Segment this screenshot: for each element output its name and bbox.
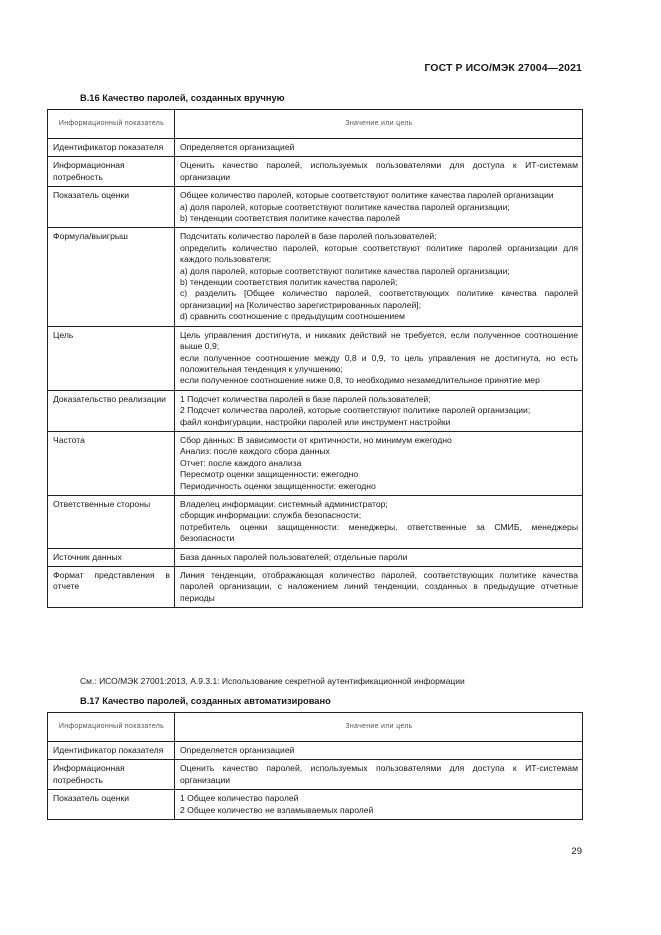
value-line: d) сравнить соотношение с предыдущим соотношением bbox=[180, 311, 405, 322]
table-header-row bbox=[48, 713, 583, 742]
value-line: b) тенденции соответствия политик качества паролей; bbox=[180, 277, 398, 288]
value-line: Общее количество паролей, которые соответствуют политике качества паролей организации bbox=[180, 190, 554, 201]
value-line: потребитель оценки защищенности: менеджеры, ответственные за СМИБ, менеджеры безопасности bbox=[180, 521, 578, 544]
table-row bbox=[48, 760, 583, 790]
document-header: ГОСТ Р ИСО/МЭК 27004—2021 bbox=[424, 62, 582, 74]
row-value bbox=[175, 139, 583, 157]
table-row bbox=[48, 157, 583, 187]
page-number: 29 bbox=[571, 846, 582, 857]
col-header-value: Значение или цель bbox=[175, 110, 583, 139]
section-title-b17: В.17 Качество паролей, созданных автоматизировано bbox=[80, 696, 331, 706]
value-line: определить количество паролей, которые соответствуют политике паролей организации для каждого пользователя; bbox=[180, 242, 578, 265]
value-line: Линия тенденции, отображающая количество паролей, соответствующих политике качества паролей организации, с наложением линий тенденции, созданных в предыдущие отчетные периоды bbox=[180, 570, 578, 603]
col-header-value: Значение или цель bbox=[175, 713, 583, 742]
value-line: a) доля паролей, которые соответствуют политике качества паролей организации; bbox=[180, 201, 510, 212]
row-label: Идентификатор показателя bbox=[48, 742, 175, 760]
col-header-indicator: Информационный показатель bbox=[48, 110, 175, 139]
row-label: Формат представления в отчете bbox=[48, 567, 175, 608]
table-row bbox=[48, 495, 583, 548]
value-line: Пересмотр оценки защищенности: ежегодно bbox=[180, 469, 359, 480]
table-row bbox=[48, 567, 583, 608]
row-value bbox=[175, 187, 583, 228]
row-value bbox=[175, 157, 583, 187]
value-line: Владелец информации: системный администратор; bbox=[180, 498, 388, 509]
value-line: Оценить качество паролей, используемых пользователями для доступа к ИТ-системам организации bbox=[180, 160, 578, 182]
row-value bbox=[175, 790, 583, 820]
row-value bbox=[175, 548, 583, 566]
row-value bbox=[175, 390, 583, 431]
table-row bbox=[48, 390, 583, 431]
value-line: если полученное соотношение между 0,8 и 0,9, то цель управления не достигнута, но есть положительная тенденция к улучшению; bbox=[180, 352, 578, 374]
table-header-row bbox=[48, 110, 583, 139]
row-value bbox=[175, 431, 583, 495]
row-label: Цель bbox=[48, 326, 175, 390]
table-row bbox=[48, 548, 583, 566]
table-b17 bbox=[47, 712, 583, 820]
row-label: Показатель оценки bbox=[48, 187, 175, 228]
value-line: Подсчитать количество паролей в базе паролей пользователей; bbox=[180, 231, 437, 242]
table-row bbox=[48, 742, 583, 760]
row-label: Информационная потребность bbox=[48, 157, 175, 187]
row-value bbox=[175, 567, 583, 608]
row-value bbox=[175, 742, 583, 760]
row-label: Ответственные стороны bbox=[48, 495, 175, 548]
row-value bbox=[175, 495, 583, 548]
value-line: c) разделить [Общее количество паролей, соответствующих политике качества паролей организации] на [Количество зарегистрированных паролей]; bbox=[180, 288, 578, 310]
table-row bbox=[48, 431, 583, 495]
section-title-b16: В.16 Качество паролей, созданных вручную bbox=[80, 93, 285, 103]
table-row bbox=[48, 139, 583, 157]
table-row bbox=[48, 228, 583, 326]
value-line: 1 Общее количество паролей bbox=[180, 793, 299, 804]
value-line: a) доля паролей, которые соответствуют политике качества паролей организации; bbox=[180, 265, 510, 276]
value-line: Определяется организацией bbox=[180, 745, 295, 755]
table-row bbox=[48, 790, 583, 820]
value-line: если полученное соотношение ниже 0,8, то необходимо незамедлительное принятие мер bbox=[180, 375, 540, 386]
value-line: b) тенденции соответствия политике качества паролей bbox=[180, 213, 400, 224]
row-label: Частота bbox=[48, 431, 175, 495]
value-line: Периодичность оценки защищенности: ежегодно bbox=[180, 480, 376, 491]
value-line: Оценить качество паролей, используемых пользователями для доступа к ИТ-системам организации bbox=[180, 763, 578, 785]
value-line: 1 Подсчет количества паролей в базе паролей пользователей; bbox=[180, 393, 431, 404]
row-label: Формула/выигрыш bbox=[48, 228, 175, 326]
value-line: файл конфигурации, настройки паролей или инструмент настройки bbox=[180, 416, 451, 427]
row-label: Информационная потребность bbox=[48, 760, 175, 790]
row-label: Источник данных bbox=[48, 548, 175, 566]
row-value bbox=[175, 228, 583, 326]
reference-note: См.: ИСО/МЭК 27001:2013, А.9.3.1: Использование секретной аутентификационной информации bbox=[80, 676, 465, 686]
table-row bbox=[48, 326, 583, 390]
row-label: Показатель оценки bbox=[48, 790, 175, 820]
value-line: Цель управления достигнута, и никаких действий не требуется, если полученное соотношение выше 0,9; bbox=[180, 329, 578, 352]
col-header-indicator: Информационный показатель bbox=[48, 713, 175, 742]
row-label: Доказательство реализации bbox=[48, 390, 175, 431]
value-line: 2 Подсчет количества паролей, которые соответствуют политике паролей организации; bbox=[180, 405, 531, 416]
row-label: Идентификатор показателя bbox=[48, 139, 175, 157]
table-row bbox=[48, 187, 583, 228]
table-b16 bbox=[47, 109, 583, 608]
row-value bbox=[175, 760, 583, 790]
value-line: сборщик информации: служба безопасности; bbox=[180, 510, 362, 521]
row-value bbox=[175, 326, 583, 390]
value-line: Определяется организацией bbox=[180, 142, 295, 152]
value-line: База данных паролей пользователей; отдельные пароли bbox=[180, 551, 408, 562]
value-line: Анализ: после каждого сбора данных bbox=[180, 446, 330, 457]
value-line: 2 Общее количество не взламываемых паролей bbox=[180, 804, 374, 815]
value-line: Отчет: после каждого анализа bbox=[180, 457, 302, 468]
value-line: Сбор данных: В зависимости от критичности, но минимум ежегодно bbox=[180, 434, 452, 445]
